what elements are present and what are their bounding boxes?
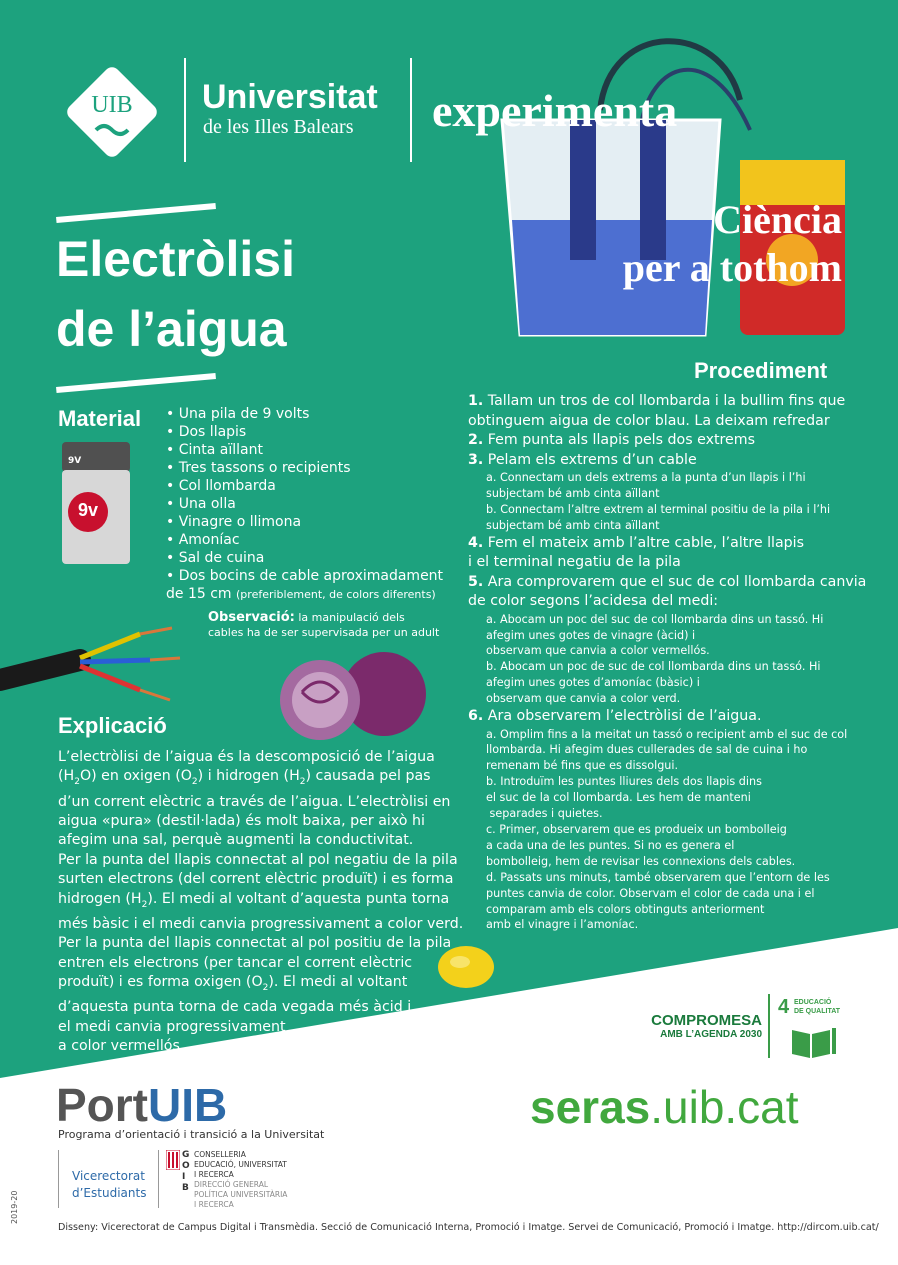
step-text: c. Primer, observarem que es produeix un bombolleig	[486, 823, 787, 836]
procedure-line	[468, 675, 866, 691]
procedure-line	[468, 854, 866, 870]
procedure-line	[468, 659, 866, 675]
text-line: hidrogen $(H_2)$. El medi al voltant d’aquesta punta torna	[58, 890, 450, 910]
website-part1: seras	[530, 1081, 651, 1133]
step-number: 2.	[468, 432, 484, 448]
step-text: remenam bé fins que es dissolgui.	[486, 759, 679, 773]
observation-note	[208, 610, 439, 640]
procedure-line	[468, 553, 866, 573]
step-text: amb el vinagre i l’amoníac.	[486, 918, 639, 932]
battery-small-label: 9V	[68, 456, 82, 466]
book-icon	[790, 1026, 838, 1060]
procedure-line	[468, 470, 866, 486]
year-code: 2019-20	[10, 1190, 19, 1224]
text-line: a color vermellós.	[58, 1038, 185, 1055]
text-line: el medi canvia progressivament	[58, 1018, 286, 1035]
procedure-line	[468, 412, 866, 432]
text-line: d’un corrent elèctric a través de l’aigua. L’electròlisi en	[58, 793, 451, 810]
step-text: Tallam un tros de col llombarda i la bullim fins que	[483, 393, 846, 409]
procedure-line	[468, 573, 866, 593]
procedure-line	[468, 643, 866, 659]
tagline-line2: per a tothom	[622, 245, 842, 290]
material-heading: Material	[58, 406, 142, 431]
step-text: i el terminal negatiu de la pila	[468, 554, 681, 571]
goib-shield-icon	[166, 1150, 180, 1170]
step-text: afegim unes gotes de vinagre (àcid) i	[486, 628, 696, 642]
procedure-line	[468, 534, 866, 554]
step-text: subjectam bé amb cinta aïllant	[486, 518, 660, 532]
procedure-line	[468, 917, 866, 933]
step-number: 5.	[468, 573, 484, 590]
step-text: a cada una de les puntes. Si no es genera el	[486, 838, 735, 852]
list-item-note: (preferiblement, de colors diferents)	[236, 588, 436, 601]
university-name: Universitat	[202, 78, 378, 116]
divider-line	[410, 58, 412, 162]
step-text: Fem punta als llapis pels dos extrems	[483, 432, 756, 448]
page-title-line2: de l’aigua	[56, 301, 287, 357]
list-item	[166, 585, 443, 604]
text-line: entren els electrons (per tancar el corrent elèctric	[58, 954, 413, 971]
observation-text: cables ha de ser supervisada per un adult	[208, 626, 440, 639]
explanation-heading: Explicació	[58, 713, 167, 738]
procedure-line	[468, 502, 866, 518]
text-line: L’electròlisi de l’aigua és la descomposició de l’aigua	[58, 749, 435, 765]
step-text: Ara observarem l’electròlisi de l’aigua.	[483, 708, 762, 725]
step-text: Fem el mateix amb l’altre cable, l’altre llapis	[483, 534, 805, 551]
portuib-logo-part1: Port	[56, 1079, 148, 1131]
procedure-line	[468, 838, 866, 854]
procedure-line	[468, 518, 866, 534]
step-text: separades i quietes.	[486, 807, 603, 821]
divider-line	[184, 58, 186, 162]
portuib-subtitle: Programa d’orientació i transició a la Universitat	[58, 1128, 325, 1141]
step-text: comparam amb els colors obtinguts anteriorment	[486, 902, 765, 916]
procedure-line	[468, 870, 866, 886]
step-text: Pelam els extrems d’un cable	[483, 451, 697, 468]
step-text: a. Connectam un dels extrems a la punta d’un llapis i l’hi	[486, 471, 806, 484]
conselleria-label: CONSELLERIA EDUCACIÓ, UNIVERSITAT I RECERCA DIRECCIÓ GENERAL POLÍTICA UNIVERSITÀRIA I RECERCA	[194, 1150, 288, 1209]
step-text: el suc de la col llombarda. Les hem de manteni	[486, 791, 751, 805]
step-number: 1.	[468, 393, 484, 409]
text-line: surten electrons (del corrent elèctric produït) i es forma	[58, 871, 454, 888]
text-line: produït) i es forma oxigen $(O_2)$. El medi al voltant	[58, 974, 408, 993]
step-text: bombolleig, hem de revisar les connexions dels cables.	[486, 854, 796, 868]
procedure-line	[468, 902, 866, 918]
vicerectorat-label: Vicerectorat d’Estudiants	[72, 1169, 147, 1200]
procedure-line	[468, 592, 866, 612]
text-line: $(H_2O)$ en oxigen $(O_2)$ i hidrogen $(H_2)$ causada pel pas	[58, 768, 431, 788]
list-item: • Tres tassons o recipients	[166, 460, 351, 476]
cable-illustration	[0, 620, 200, 710]
procedure-line	[468, 822, 866, 838]
goal-number: 4	[778, 996, 790, 1018]
text-line: més bàsic i el medi canvia progressivament a color verd.	[58, 915, 464, 932]
step-number: 3.	[468, 451, 484, 468]
procedure-line	[468, 691, 866, 707]
step-number: 6.	[468, 708, 484, 725]
step-text: subjectam bé amb cinta aïllant	[486, 486, 660, 500]
list-item: • Vinagre o llimona	[166, 514, 302, 530]
page-title-line1: Electròlisi	[56, 231, 295, 287]
text-line: aigua «pura» (destil·lada) és molt baixa, per això hi	[58, 813, 425, 830]
list-item-main: de 15 cm	[166, 586, 232, 602]
list-item: • Sal de cuina	[166, 550, 265, 566]
procedure-line	[468, 758, 866, 774]
step-text: obtinguem aigua de color blau. La deixam refredar	[468, 412, 830, 429]
step-text: b. Introduïm les puntes lliures dels dos llapis dins	[486, 775, 762, 789]
step-text: afegim unes gotes d’amoníac (bàsic) i	[486, 676, 700, 690]
step-text: Ara comprovarem que el suc de col llombarda canvia	[483, 573, 867, 590]
explanation-text	[58, 748, 463, 1057]
agenda-badge	[646, 1012, 762, 1040]
uib-logo[interactable]	[56, 56, 168, 168]
step-text: b. Abocam un poc de suc de col llombarda dins un tassó. Hi	[486, 660, 821, 674]
tagline-line1: Ciència	[713, 197, 842, 242]
text-line: Per la punta del llapis connectat al pol negatiu de la pila	[58, 851, 458, 868]
procedure-line	[468, 806, 866, 822]
step-text: d. Passats uns minuts, també observarem que l’entorn de les	[486, 870, 830, 884]
red-cabbage-illustration	[272, 652, 432, 742]
step-text: a. Omplim fins a la meitat un tassó o recipient amb el suc de col	[486, 727, 848, 741]
credits-line: Disseny: Vicerectorat de Campus Digital i Transmèdia. Secció de Comunicació Interna, Promoció i Imatge. Servei de Comunicació, Promoció i Imatge. http://dircom.uib.cat/	[58, 1222, 879, 1233]
portuib-logo[interactable]	[56, 1078, 227, 1132]
divider-line	[58, 1150, 59, 1208]
procedure-line	[468, 886, 866, 902]
website-part2: .uib.cat	[650, 1081, 799, 1133]
divider-line	[158, 1150, 159, 1208]
step-text: puntes canvia de color. Observam el color de cada una i el	[486, 886, 815, 900]
procedure-heading: Procediment	[694, 358, 828, 383]
battery-label: 9v	[77, 500, 99, 520]
procedure-line	[468, 790, 866, 806]
divider-line	[768, 994, 770, 1058]
website-link[interactable]	[530, 1080, 799, 1134]
procedure-line	[468, 431, 866, 451]
step-text: observam que canvia a color verd.	[486, 692, 681, 706]
list-item: • Col llombarda	[166, 478, 276, 494]
procedure-line	[468, 486, 866, 502]
portuib-logo-part2: UIB	[148, 1079, 228, 1131]
campaign-title: experimenta	[432, 85, 678, 136]
step-text: a. Abocam un poc del suc de col llombarda dins un tassó. Hi	[486, 612, 824, 626]
list-item: • Amoníac	[166, 532, 240, 548]
list-item: • Cinta aïllant	[166, 442, 263, 458]
goal-label: EDUCACIÓ DE QUALITAT	[794, 999, 841, 1015]
list-item: • Una pila de 9 volts	[166, 406, 310, 422]
agenda-line1: COMPROMESA	[651, 1012, 762, 1029]
list-item: • Dos bocins de cable aproximadament	[166, 568, 444, 584]
observation-text: la manipulació dels	[298, 611, 405, 624]
procedure-line	[468, 392, 866, 412]
observation-label: Observació:	[208, 610, 295, 625]
procedure-line	[468, 612, 866, 628]
procedure-line	[468, 742, 866, 758]
beaker-illustration	[490, 20, 870, 360]
uib-logo-letters: UIB	[91, 92, 133, 118]
procedure-line	[468, 774, 866, 790]
list-item: • Una olla	[166, 496, 236, 512]
material-list	[166, 405, 443, 604]
goib-letters: G O I B	[182, 1150, 190, 1193]
text-line: d’aquesta punta torna de cada vegada més àcid i	[58, 999, 412, 1016]
step-text: observam que canvia a color vermellós.	[486, 644, 710, 658]
agenda-line2: AMB L’AGENDA 2030	[660, 1029, 762, 1040]
procedure-list	[468, 392, 866, 933]
procedure-line	[468, 451, 866, 471]
goib-logo[interactable]	[166, 1150, 180, 1174]
step-text: b. Connectam l’altre extrem al terminal positiu de la pila i l’hi	[486, 502, 831, 516]
step-text: llombarda. Hi afegim dues cullerades de sal de cuina i ho	[486, 743, 808, 757]
step-number: 4.	[468, 534, 484, 551]
text-line: afegim una sal, perquè augmenti la conductivitat.	[58, 832, 414, 849]
procedure-line	[468, 727, 866, 743]
battery-image	[62, 442, 130, 564]
text-line: Per la punta del llapis connectat al pol positiu de la pila	[58, 935, 452, 952]
university-subtitle: de les Illes Balears	[203, 116, 354, 138]
procedure-line	[468, 628, 866, 644]
lemon-illustration	[436, 944, 496, 990]
step-text: de color segons l’acidesa del medi:	[468, 593, 719, 610]
procedure-line	[468, 707, 866, 727]
list-item: • Dos llapis	[166, 424, 247, 440]
